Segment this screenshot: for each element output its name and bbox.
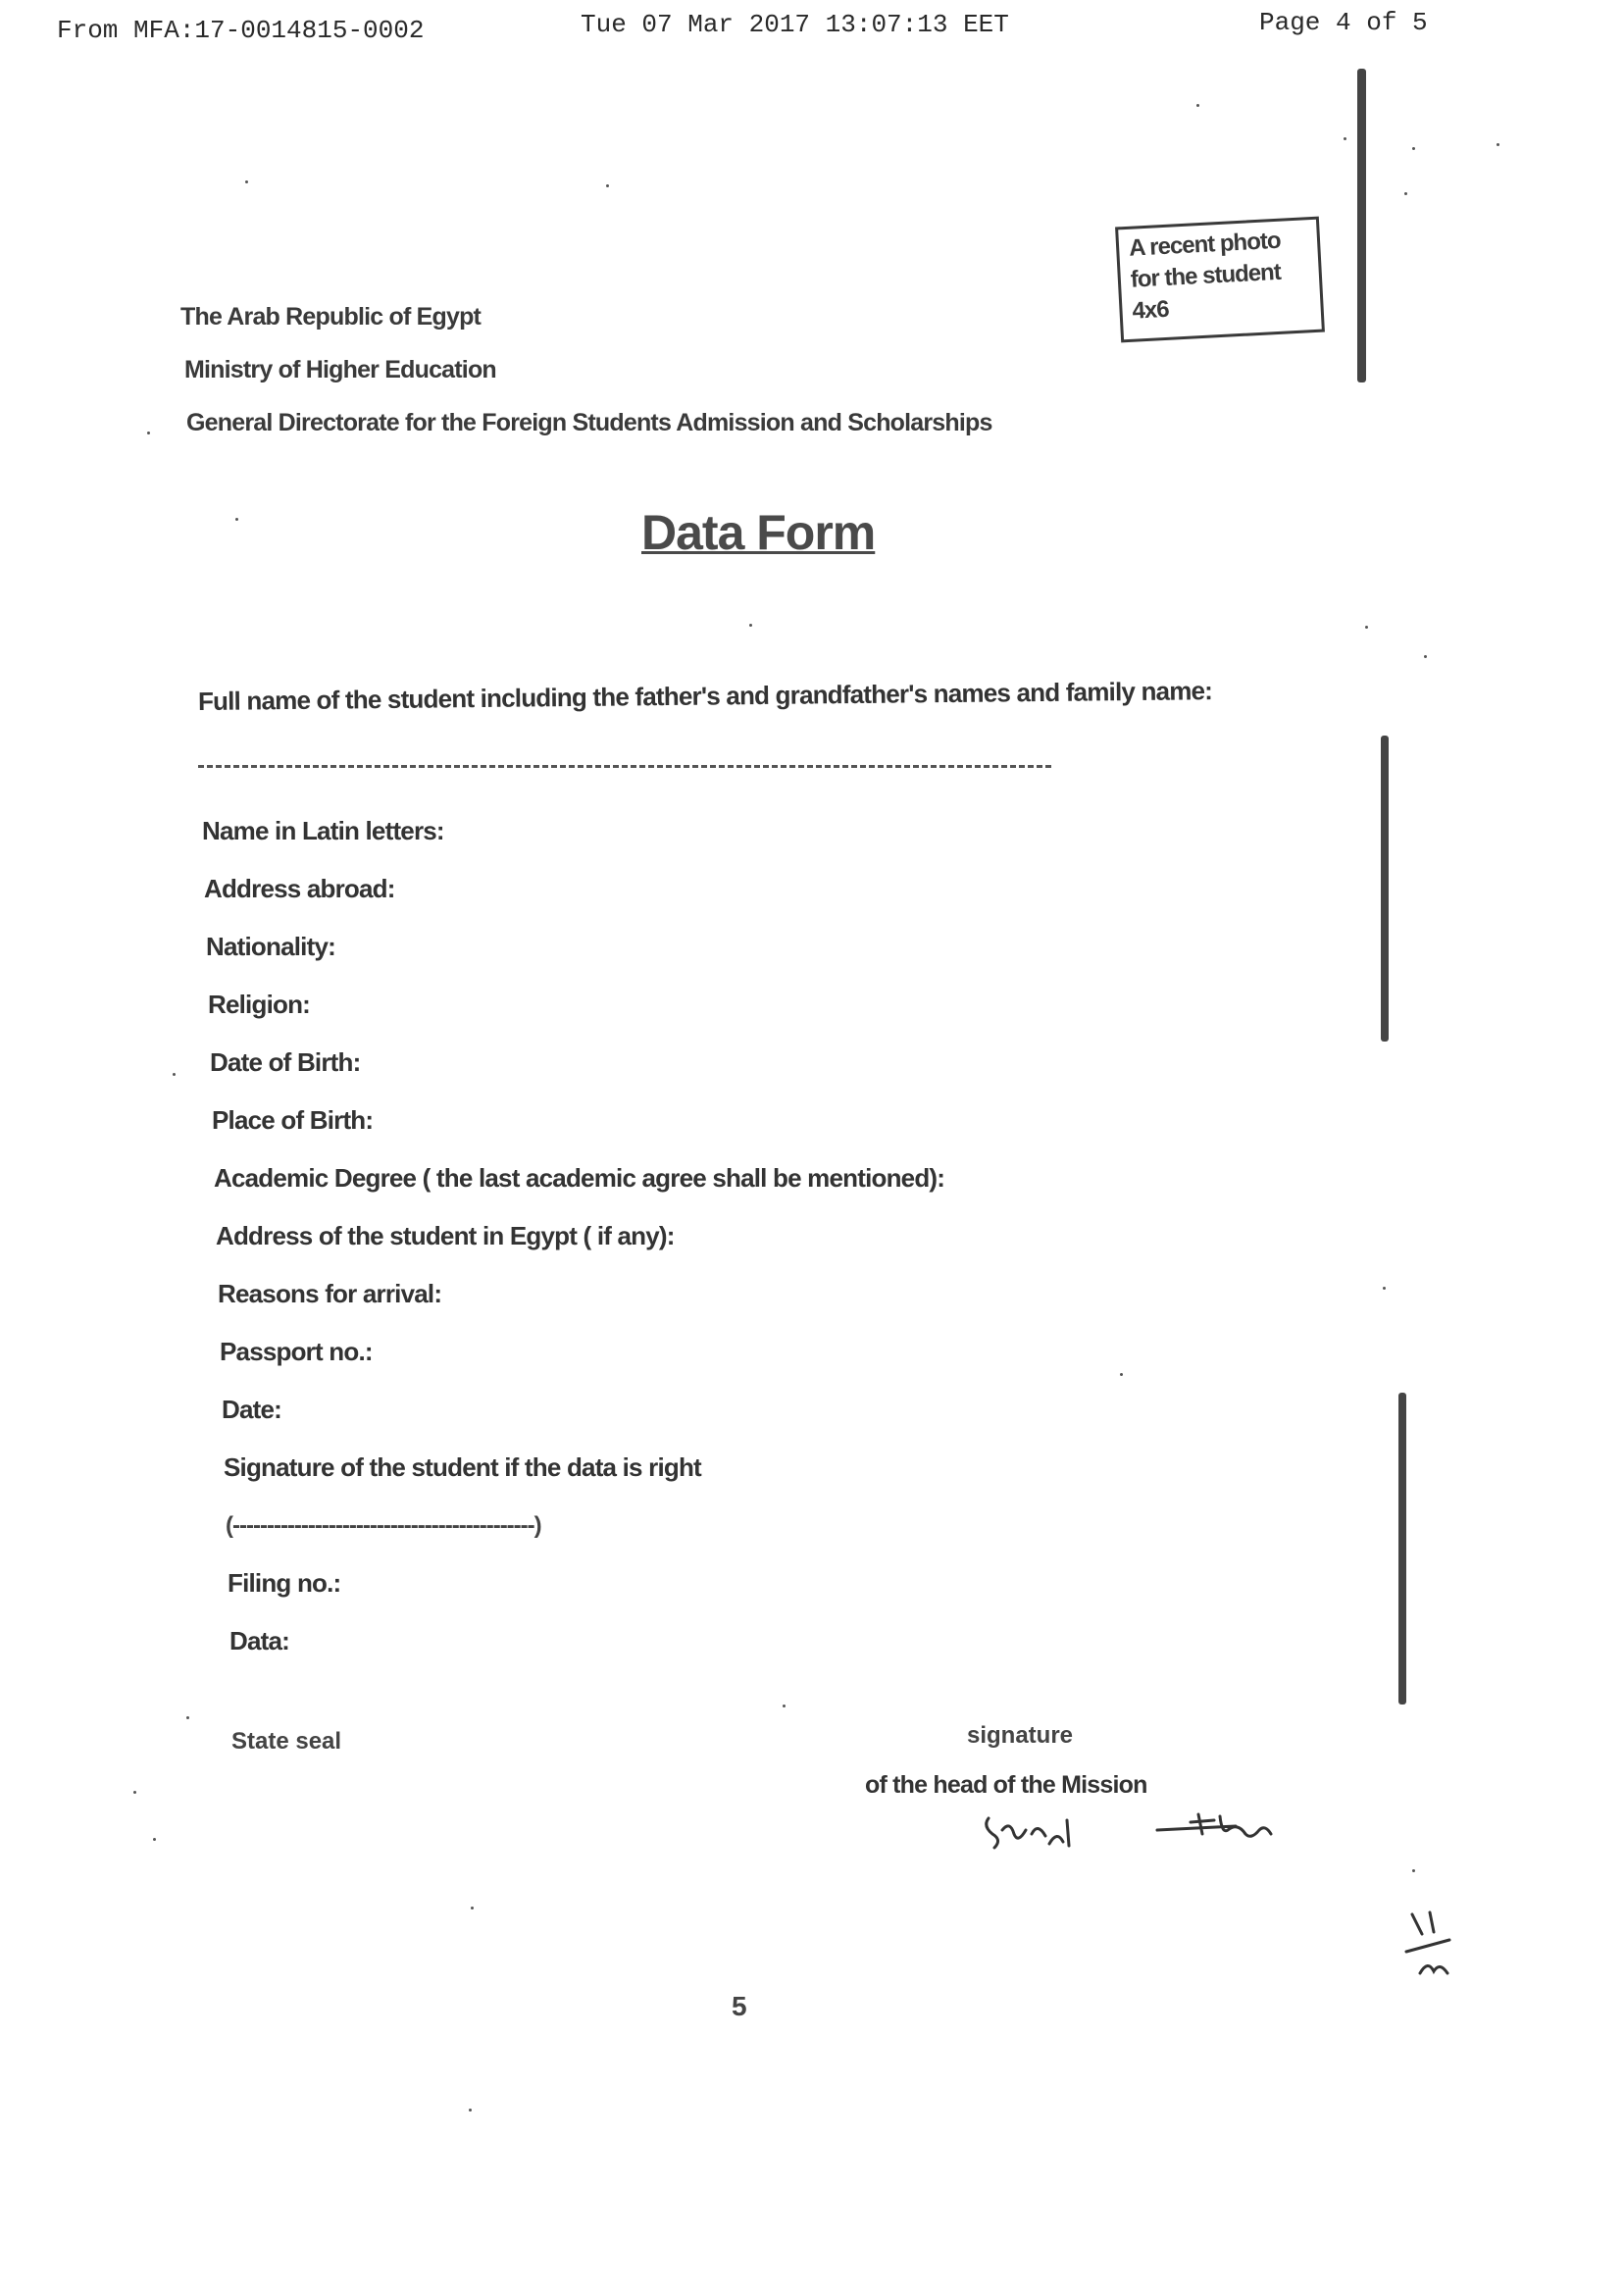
photo-placeholder-box — [1115, 217, 1325, 343]
scan-speck — [1497, 143, 1499, 146]
full-name-blank-line — [198, 765, 1051, 768]
country-name: The Arab Republic of Egypt — [180, 303, 482, 331]
ministry-name: Ministry of Higher Education — [184, 356, 496, 383]
scan-speck — [186, 1716, 189, 1719]
field-address-abroad: Address abroad: — [204, 874, 395, 903]
fax-header — [0, 8, 1624, 47]
field-academic-degree: Academic Degree ( the last academic agree shall be mentioned): — [214, 1163, 945, 1193]
form-title: Data Form — [641, 505, 876, 560]
scan-speck — [1412, 1869, 1415, 1872]
fax-timestamp: Tue 07 Mar 2017 13:07:13 EET — [581, 10, 1009, 39]
scan-speck — [749, 624, 752, 627]
scan-speck — [471, 1907, 474, 1909]
scan-speck — [1365, 626, 1368, 629]
field-filing-no: Filing no.: — [228, 1568, 341, 1598]
full-name-label: Full name of the student including the father's and grandfather's names and family name: — [197, 676, 1213, 716]
scan-speck — [1344, 137, 1346, 140]
photo-box-line: for the student — [1130, 258, 1282, 293]
field-address-egypt: Address of the student in Egypt ( if any): — [216, 1221, 675, 1250]
issuing-authority — [180, 290, 992, 449]
scan-artifact-bar — [1381, 736, 1389, 1042]
scan-speck — [1383, 1287, 1386, 1290]
field-place-of-birth: Place of Birth: — [212, 1105, 374, 1135]
field-date-of-birth: Date of Birth: — [210, 1047, 361, 1077]
field-date: Date: — [222, 1395, 282, 1424]
scan-speck — [469, 2109, 472, 2112]
field-passport-no: Passport no.: — [220, 1337, 373, 1366]
scan-speck — [147, 432, 150, 434]
fax-sender-id: From MFA:17-0014815-0002 — [57, 16, 425, 45]
handwritten-signature — [981, 1801, 1314, 1859]
field-student-signature: Signature of the student if the data is right — [224, 1452, 701, 1482]
scan-speck — [245, 180, 248, 183]
handwritten-margin-mark-icon — [1393, 1905, 1471, 1993]
scan-speck — [1120, 1373, 1123, 1376]
field-nationality: Nationality: — [206, 932, 335, 961]
scan-speck — [606, 184, 609, 187]
field-data: Data: — [229, 1626, 290, 1655]
scan-speck — [1196, 104, 1199, 107]
state-seal-label: State seal — [231, 1728, 342, 1755]
scan-speck — [133, 1791, 136, 1794]
scan-speck — [1404, 192, 1407, 195]
field-religion: Religion: — [208, 990, 311, 1019]
scan-artifact-bar — [1357, 69, 1366, 382]
scan-speck — [153, 1838, 156, 1841]
scan-speck — [1412, 147, 1415, 150]
photo-box-line: 4x6 — [1131, 295, 1170, 325]
scan-speck — [235, 518, 238, 521]
scan-artifact-bar — [1398, 1393, 1406, 1705]
scan-speck — [1424, 655, 1427, 658]
head-of-mission-label: of the head of the Mission — [865, 1771, 1147, 1799]
field-reasons-arrival: Reasons for arrival: — [218, 1279, 442, 1308]
scan-speck — [173, 1073, 176, 1076]
page-number: 5 — [732, 1991, 747, 2021]
photo-box-line: A recent photo — [1128, 227, 1282, 262]
form-fields — [202, 802, 944, 1670]
scan-speck — [783, 1705, 786, 1707]
student-signature-line: (--------------------------------------------) — [226, 1512, 541, 1539]
directorate-name: General Directorate for the Foreign Students Admission and Scholarships — [186, 409, 992, 436]
fax-page-counter: Page 4 of 5 — [1259, 8, 1428, 37]
field-name-latin: Name in Latin letters: — [202, 816, 444, 845]
signature-label: signature — [967, 1722, 1074, 1749]
